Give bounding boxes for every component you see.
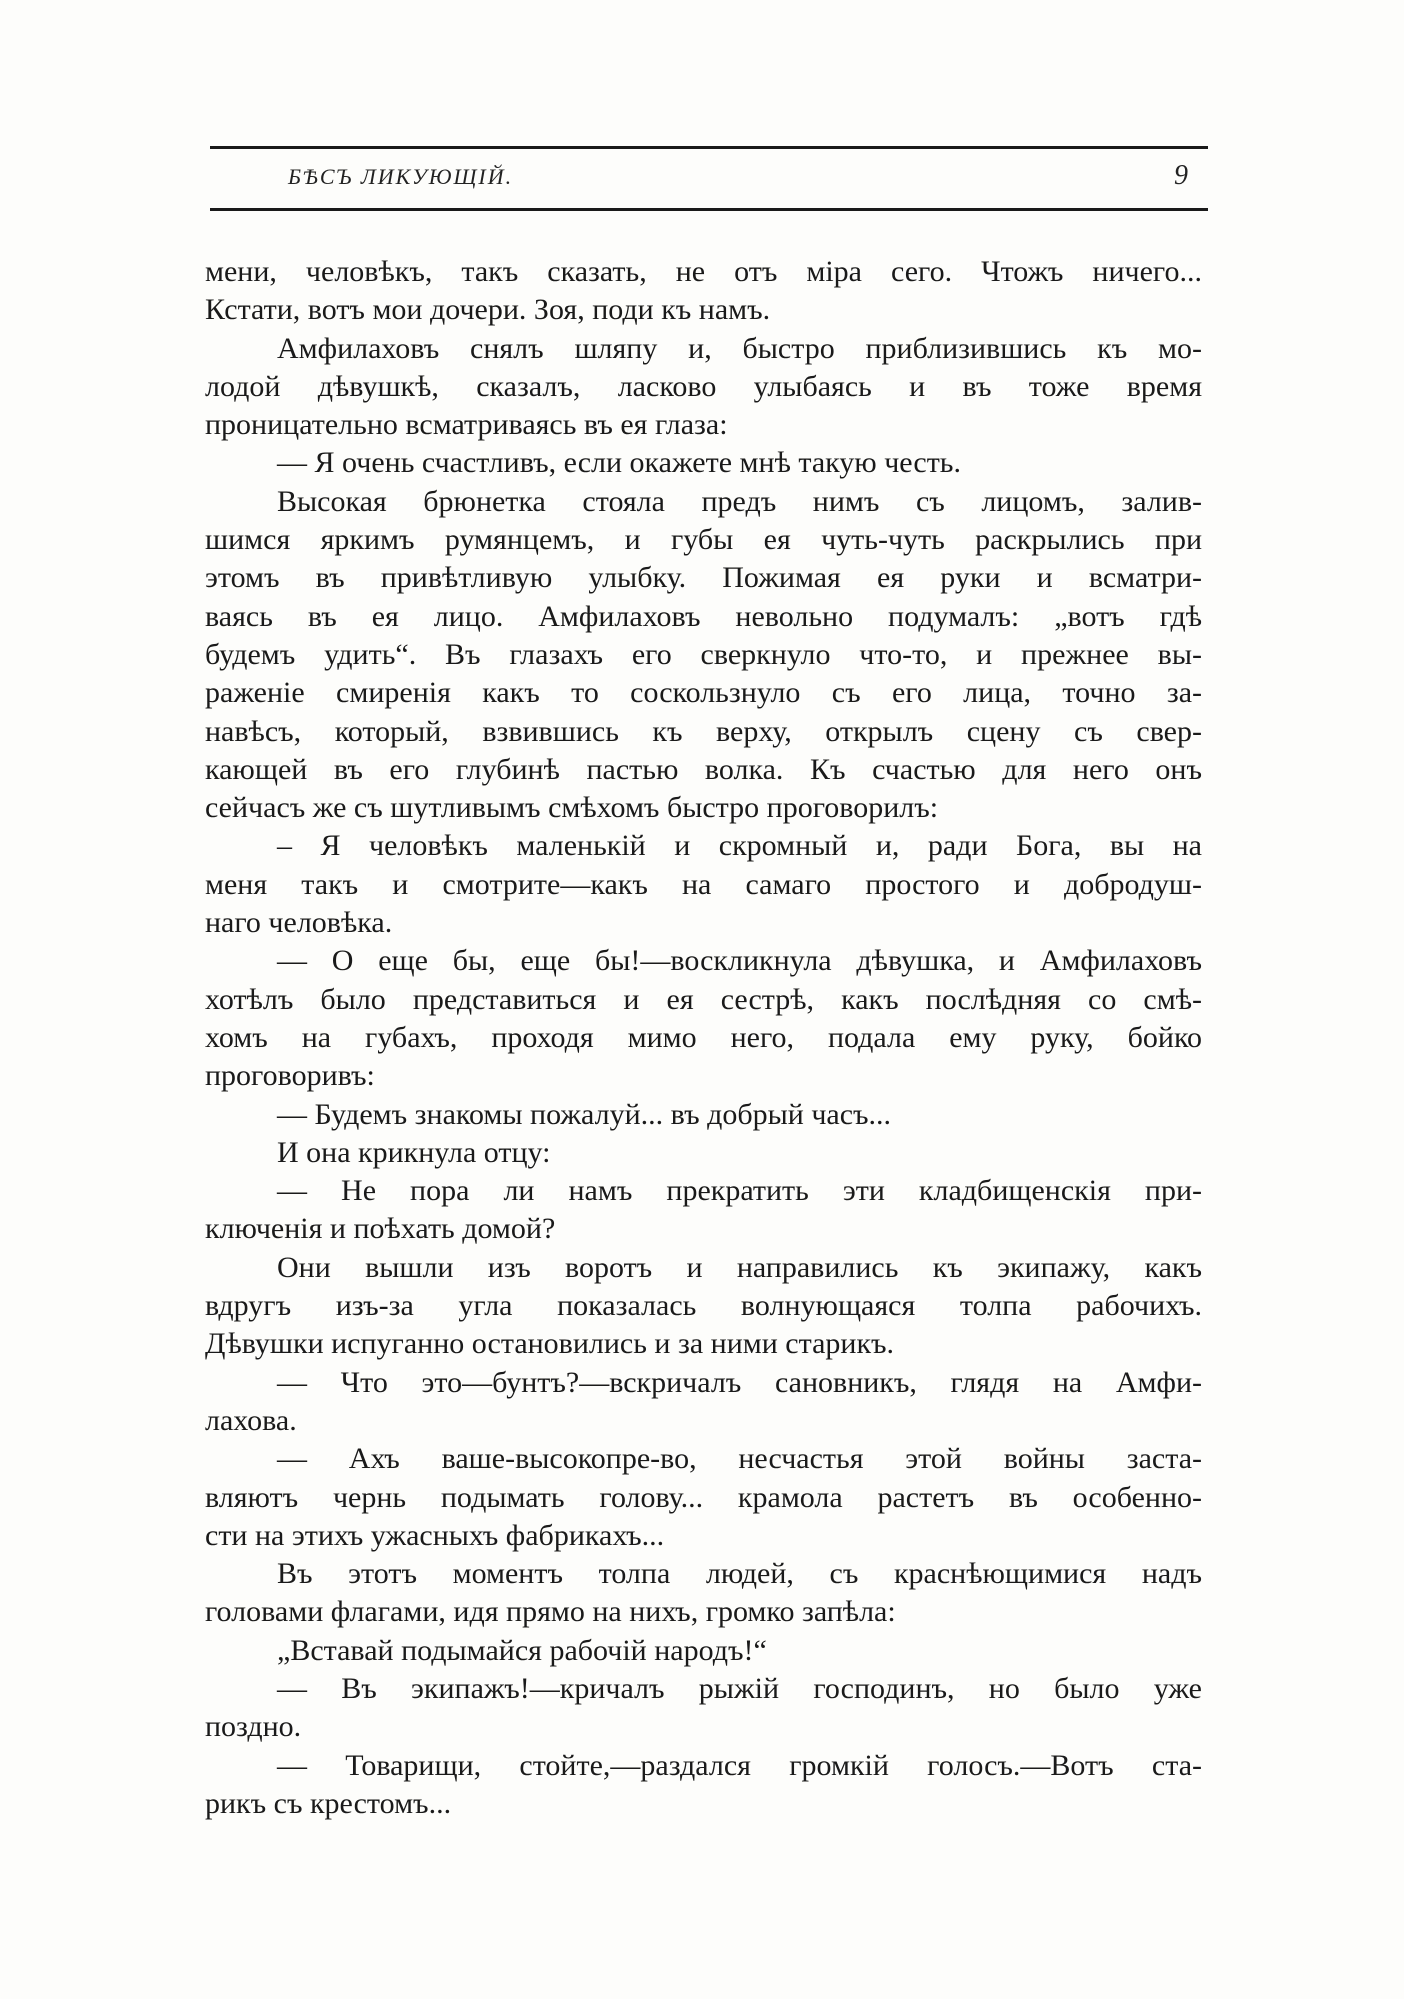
text-line: Дѣвушки испуганно остановились и за ними старикъ. [205,1327,895,1361]
text-line: сейчасъ же съ шутливымъ смѣхомъ быстро проговорилъ: [205,791,939,825]
text-line: ключенія и поѣхать домой? [205,1212,556,1246]
text-line: — О еще бы, еще бы!—воскликнула дѣвушка, и Амфилаховъ [277,944,1202,978]
text-line: поздно. [205,1710,302,1744]
text-line: навѣсъ, который, взвившись къ верху, открылъ сцену съ свер- [205,714,1202,748]
text-line: Амфилаховъ снялъ шляпу и, быстро приблизившись къ мо- [277,331,1202,365]
text-line: Высокая брюнетка стояла предъ нимъ съ лицомъ, залив- [277,484,1202,518]
text-line: наго человѣка. [205,906,393,940]
text-line: — Въ экипажъ!—кричалъ рыжій господинъ, но было уже [277,1671,1202,1705]
text-line: будемъ удить“. Въ глазахъ его сверкнуло что-то, и прежнее вы- [205,637,1202,671]
text-line: лахова. [205,1403,297,1437]
text-line: проговоривъ: [205,1059,375,1093]
text-line: этомъ въ привѣтливую улыбку. Пожимая ея руки и всматри- [205,561,1202,595]
text-line: лодой дѣвушкѣ, сказалъ, ласково улыбаясь и въ тоже время [205,369,1202,403]
text-line: — Будемъ знакомы пожалуй... въ добрый часъ... [277,1097,892,1131]
text-line: — Не пора ли намъ прекратить эти кладбищенскія при- [277,1174,1202,1208]
text-line: вдругъ изъ-за угла показалась волнующаяся толпа рабочихъ. [205,1289,1202,1323]
page-number: 9 [1174,160,1188,191]
text-line: рикъ съ крестомъ... [205,1786,452,1820]
text-line: проницательно всматриваясь въ ея глаза: [205,408,728,442]
text-line: — Товарищи, стойте,—раздался громкій голосъ.—Вотъ ста- [277,1748,1202,1782]
text-line: раженіе смиренія какъ то соскользнуло съ его лица, точно за- [205,676,1202,710]
text-line: Въ этотъ моментъ толпа людей, съ краснѣющимися надъ [277,1557,1202,1591]
running-head [210,160,1208,200]
text-line: мени, человѣкъ, такъ сказать, не отъ міра сего. Чтожъ ничего... [205,255,1202,288]
text-line: — Что это—бунтъ?—вскричалъ сановникъ, глядя на Амфи- [277,1365,1202,1399]
text-line: И она крикнула отцу: [277,1135,551,1169]
text-line: шимся яркимъ румянцемъ, и губы ея чуть-чуть раскрылись при [205,523,1202,557]
text-line: сти на этихъ ужасныхъ фабрикахъ... [205,1518,665,1552]
text-line: Они вышли изъ воротъ и направились къ экипажу, какъ [277,1250,1202,1284]
text-line: — Ахъ ваше-высокопре-во, несчастья этой войны заста- [277,1442,1202,1476]
text-line: – Я человѣкъ маленькій и скромный и, ради Бога, вы на [277,829,1202,863]
running-title: БѢСЪ ЛИКУЮЩІЙ. [288,164,514,189]
text-line: — Я очень счастливъ, если окажете мнѣ такую честь. [277,446,961,480]
text-line: головами флагами, идя прямо на нихъ, громко запѣла: [205,1595,896,1629]
text-line: Кстати, вотъ мои дочери. Зоя, поди къ намъ. [205,293,771,327]
text-line: хомъ на губахъ, проходя мимо него, подала ему руку, бойко [205,1020,1202,1054]
text-line: кающей въ его глубинѣ пастью волка. Къ счастью для него онъ [205,752,1202,786]
text-line: хотѣлъ было представиться и ея сестрѣ, какъ послѣдняя со смѣ- [205,982,1202,1016]
body-text [205,253,1202,1823]
text-line: меня такъ и смотрите—какъ на самаго простого и добродуш- [205,867,1202,901]
header-rule-bottom [210,208,1208,211]
text-line: вляютъ чернь подымать голову... крамола растетъ въ особенно- [205,1480,1202,1514]
text-line: „Вставай подымайся рабочій народъ!“ [277,1633,767,1667]
text-line: ваясь въ ея лицо. Амфилаховъ невольно подумалъ: „вотъ гдѣ [205,599,1202,633]
header-rule-top [210,146,1208,149]
